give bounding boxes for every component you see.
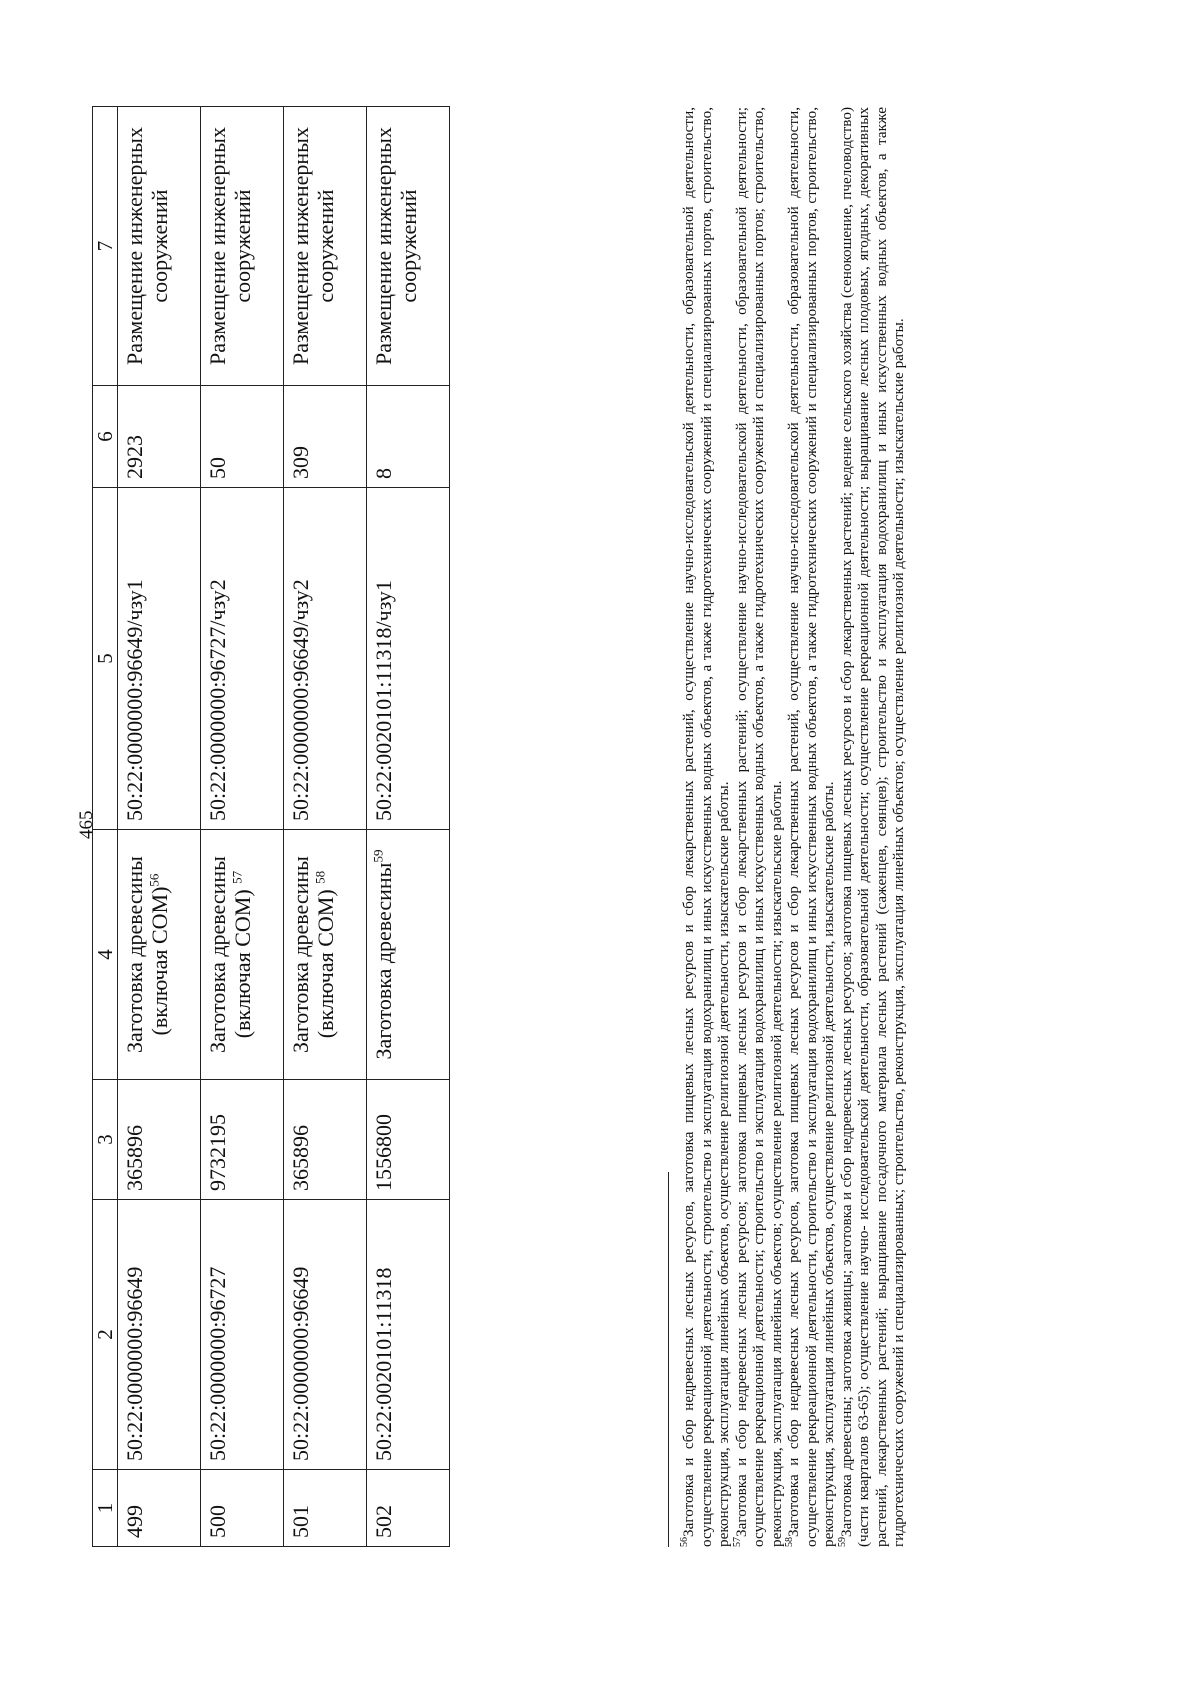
footnote-text: Заготовка и сбор недревесных лесных ресурсов, заготовка пищевых лесных ресурсов и сбор лекарственных растений, осуществление научно-исследовательской деятельности, образовательной деятельности, осуществление рекреационной деятельности, строительство и эксплуатация водохранилищ и иных искусственных водных объектов, а также гидротехнических сооружений и специализированных портов, строительство, реконструкция, эксплуатация линейных объектов, осуществление религиозной деятельности, изыскательские работы. — [680, 107, 732, 1547]
row-number: 501 — [284, 1470, 367, 1547]
footnote-ref: 56 — [147, 873, 163, 887]
footnote-number: 59 — [836, 1537, 848, 1547]
col-header-6: 6 — [93, 386, 118, 488]
plot-part-number: 50:22:0000000:96649/чзу2 — [284, 488, 367, 830]
row-number: 500 — [201, 1470, 284, 1547]
part-area: 8 — [367, 386, 450, 488]
table-row — [367, 107, 450, 1547]
footnote — [680, 107, 733, 1547]
col-header-4: 4 — [93, 830, 118, 1080]
use-text: Заготовка древесины (включая СОМ) — [122, 856, 173, 1053]
plot-part-number: 50:22:0000000:96649/чзу1 — [118, 488, 201, 830]
footnote-separator — [668, 1172, 669, 1547]
table-row — [284, 107, 367, 1547]
purpose: Размещение инженерных сооружений — [201, 107, 284, 386]
footnote-text: Заготовка древесины; заготовка живицы; заготовка и сбор недревесных лесных ресурсов; заготовка пищевых лесных ресурсов и сбор лекарственных растений; ведение сельского хозяйства (сенокошение, пчеловодство) (части кварталов 63-65); осуществление научно- исследовательской деятельности, образовательной деятельности; осуществление рекреационной деятельности; выращивание лесных плодовых, ягодных, декоративных растений, лекарственных растений; выращивание посадочного материала лесных растений (саженцев, сеянцев); строительство и эксплуатация водохранилищ и иных искусственных водных объектов, а также гидротехнических сооружений и специализированных; строительство, реконструкция, эксплуатация линейных объектов; осуществление религиозной деятельности; изыскательские работы. — [837, 107, 907, 1547]
purpose: Размещение инженерных сооружений — [367, 107, 450, 386]
purpose: Размещение инженерных сооружений — [118, 107, 201, 386]
part-area: 2923 — [118, 386, 201, 488]
col-header-5: 5 — [93, 488, 118, 830]
footnote-ref: 59 — [370, 849, 386, 863]
permitted-use — [118, 830, 201, 1080]
header-row — [93, 107, 118, 1547]
footnote-text: Заготовка и сбор недревесных лесных ресурсов, заготовка пищевых лесных ресурсов и сбор лекарственных растений, осуществление научно-исследовательской деятельности, образовательной деятельности, осуществление рекреационной деятельности, строительство и эксплуатация водохранилищ и иных искусственных водных объектов, а также гидротехнических сооружений и специализированных портов, строительство, реконструкция, эксплуатация линейных объектов, осуществление религиозной деятельности, изыскательские работы. — [785, 107, 837, 1547]
row-number: 502 — [367, 1470, 450, 1547]
footnote-number: 58 — [783, 1537, 795, 1547]
cadastral-number: 50:22:0020101:11318 — [367, 1200, 450, 1470]
plot-area: 1556800 — [367, 1080, 450, 1200]
plot-area: 365896 — [284, 1080, 367, 1200]
purpose: Размещение инженерных сооружений — [284, 107, 367, 386]
footnote — [785, 107, 838, 1547]
page-number: 465 — [76, 810, 97, 839]
use-text: Заготовка древесины (включая СОМ) — [205, 856, 256, 1053]
part-area: 309 — [284, 386, 367, 488]
cadastral-number: 50:22:0000000:96649 — [284, 1200, 367, 1470]
part-area: 50 — [201, 386, 284, 488]
footnote-text: Заготовка и сбор недревесных лесных ресурсов; заготовка пищевых лесных ресурсов и сбор лекарственных растений; осуществление научно-исследовательской деятельности, образовательной деятельности; осуществление рекреационной деятельности; строительство и эксплуатация водохранилищ и иных искусственных водных объектов, а также гидротехнических сооружений и специализированных портов; строительство, реконструкция, эксплуатация линейных объектов; осуществление религиозной деятельности; изыскательские работы. — [732, 107, 785, 1547]
footnote-ref: 57 — [230, 870, 246, 884]
col-header-1: 1 — [93, 1470, 118, 1547]
footnote-number: 56 — [678, 1537, 690, 1547]
use-text: Заготовка древесины — [371, 862, 397, 1060]
plot-part-number: 50:22:0000000:96727/чзу2 — [201, 488, 284, 830]
plot-part-number: 50:22:0020101:11318/чзу1 — [367, 488, 450, 830]
footnotes — [680, 107, 908, 1547]
footnote — [838, 107, 908, 1547]
col-header-2: 2 — [93, 1200, 118, 1470]
col-header-7: 7 — [93, 107, 118, 386]
land-plot-table — [92, 106, 450, 1547]
footnote-number: 57 — [731, 1537, 743, 1547]
table-row — [118, 107, 201, 1547]
permitted-use — [201, 830, 284, 1080]
footnote — [733, 107, 786, 1547]
plot-area: 365896 — [118, 1080, 201, 1200]
cadastral-number: 50:22:0000000:96727 — [201, 1200, 284, 1470]
footnote-ref: 58 — [313, 870, 329, 884]
plot-area: 9732195 — [201, 1080, 284, 1200]
row-number: 499 — [118, 1470, 201, 1547]
table-row — [201, 107, 284, 1547]
col-header-3: 3 — [93, 1080, 118, 1200]
permitted-use — [284, 830, 367, 1080]
use-text: Заготовка древесины (включая СОМ) — [288, 856, 339, 1053]
permitted-use — [367, 830, 450, 1080]
cadastral-number: 50:22:0000000:96649 — [118, 1200, 201, 1470]
